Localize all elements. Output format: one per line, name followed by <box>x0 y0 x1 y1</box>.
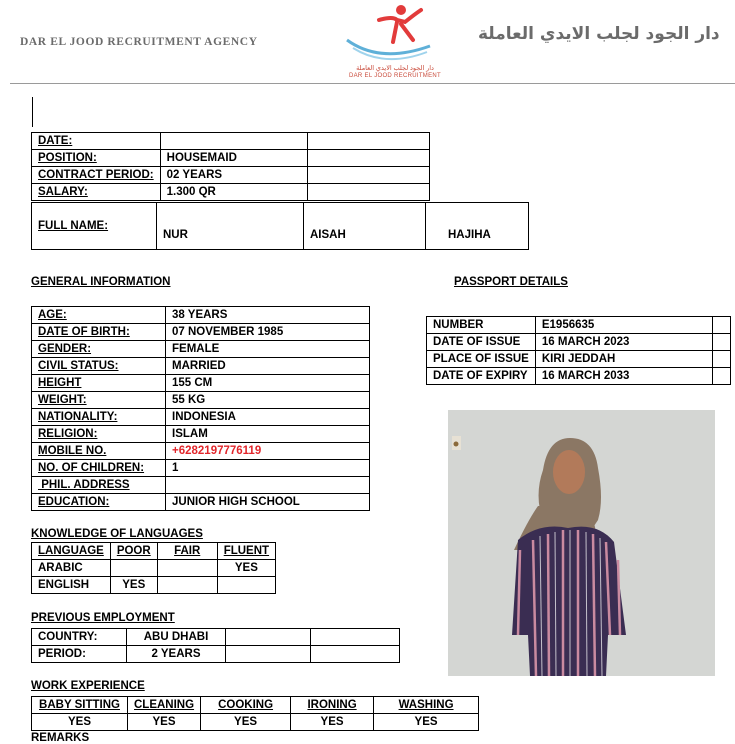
address-label: PHIL. ADDRESS <box>32 477 166 494</box>
religion-value: ISLAM <box>166 426 370 443</box>
issue-date-label: DATE OF ISSUE <box>427 334 536 351</box>
empty-cell <box>307 184 429 201</box>
cooking-value: YES <box>201 714 291 731</box>
weight-label: WEIGHT: <box>32 392 166 409</box>
civil-status-value: MARRIED <box>166 358 370 375</box>
education-value: JUNIOR HIGH SCHOOL <box>166 494 370 511</box>
work-experience-title: WORK EXPERIENCE <box>31 680 145 692</box>
general-info-title: GENERAL INFORMATION <box>31 276 171 288</box>
age-label: AGE: <box>32 307 166 324</box>
empty-cell <box>307 133 429 150</box>
empty-cell <box>226 629 311 646</box>
empty-cell <box>307 150 429 167</box>
weight-value: 55 KG <box>166 392 370 409</box>
empty-cell <box>712 317 730 334</box>
position-value: HOUSEMAID <box>160 150 307 167</box>
arabic-poor <box>110 560 157 577</box>
empty-cell <box>311 629 400 646</box>
logo-caption-english: DAR EL JOOD RECRUITMENT <box>348 73 442 79</box>
empty-cell <box>226 646 311 663</box>
name-first: NUR <box>157 203 304 250</box>
languages-title: KNOWLEDGE OF LANGUAGES <box>31 528 203 540</box>
salary-label: SALARY: <box>32 184 161 201</box>
fluent-header: FLUENT <box>217 543 275 560</box>
agency-name-arabic: دار الجود لجلب الايدي العاملة <box>478 24 720 44</box>
children-label: NO. OF CHILDREN: <box>32 460 166 477</box>
cleaning-value: YES <box>128 714 201 731</box>
previous-employment-title: PREVIOUS EMPLOYMENT <box>31 612 175 624</box>
education-label: EDUCATION: <box>32 494 166 511</box>
employment-table <box>31 628 400 663</box>
period-value: 2 YEARS <box>127 646 226 663</box>
expiry-date-value: 16 MARCH 2033 <box>535 368 712 385</box>
children-value: 1 <box>166 460 370 477</box>
language-header: LANGUAGE <box>32 543 111 560</box>
height-value: 155 CM <box>166 375 370 392</box>
date-label: DATE: <box>32 133 161 150</box>
poor-header: POOR <box>110 543 157 560</box>
general-info-table <box>31 306 370 511</box>
washing-value: YES <box>374 714 479 731</box>
mobile-value: +6282197776119 <box>166 443 370 460</box>
agency-name-english: DAR EL JOOD RECRUITMENT AGENCY <box>20 36 258 48</box>
full-name-label: FULL NAME: <box>32 203 157 250</box>
dob-label: DATE OF BIRTH: <box>32 324 166 341</box>
arabic-fair <box>157 560 217 577</box>
mobile-label: MOBILE NO. <box>32 443 166 460</box>
fair-header: FAIR <box>157 543 217 560</box>
height-label: HEIGHT <box>32 375 166 392</box>
name-last: HAJIHA <box>426 203 529 250</box>
passport-number-value: E1956635 <box>535 317 712 334</box>
remarks-label: REMARKS <box>31 732 90 744</box>
empty-cell <box>712 334 730 351</box>
contract-period-value: 02 YEARS <box>160 167 307 184</box>
header-divider <box>10 83 735 84</box>
cooking-header: COOKING <box>201 697 291 714</box>
passport-details-title: PASSPORT DETAILS <box>454 276 568 288</box>
work-experience-table <box>31 696 479 731</box>
english-fluent <box>217 577 275 594</box>
country-value: ABU DHABI <box>127 629 226 646</box>
language-arabic: ARABIC <box>32 560 111 577</box>
salary-value: 1.300 QR <box>160 184 307 201</box>
position-label: POSITION: <box>32 150 161 167</box>
washing-header: WASHING <box>374 697 479 714</box>
cleaning-header: CLEANING <box>128 697 201 714</box>
text-cursor <box>32 97 33 127</box>
country-label: COUNTRY: <box>32 629 127 646</box>
passport-table <box>426 316 731 385</box>
arabic-fluent: YES <box>217 560 275 577</box>
empty-cell <box>712 351 730 368</box>
nationality-value: INDONESIA <box>166 409 370 426</box>
empty-cell <box>311 646 400 663</box>
issue-place-label: PLACE OF ISSUE <box>427 351 536 368</box>
gender-label: GENDER: <box>32 341 166 358</box>
religion-label: RELIGION: <box>32 426 166 443</box>
ironing-value: YES <box>291 714 374 731</box>
baby-sitting-header: BABY SITTING <box>32 697 128 714</box>
top-info-table <box>31 132 430 201</box>
logo-caption-arabic: دار الجود لجلب الايدي العاملة <box>356 65 434 72</box>
contract-period-label: CONTRACT PERIOD: <box>32 167 161 184</box>
english-fair <box>157 577 217 594</box>
languages-table <box>31 542 276 594</box>
english-poor: YES <box>110 577 157 594</box>
applicant-photo <box>448 410 715 676</box>
ironing-header: IRONING <box>291 697 374 714</box>
issue-date-value: 16 MARCH 2023 <box>535 334 712 351</box>
name-middle: AISAH <box>304 203 426 250</box>
issue-place-value: KIRI JEDDAH <box>535 351 712 368</box>
date-value <box>160 133 307 150</box>
age-value: 38 YEARS <box>166 307 370 324</box>
period-label: PERIOD: <box>32 646 127 663</box>
dob-value: 07 NOVEMBER 1985 <box>166 324 370 341</box>
language-english: ENGLISH <box>32 577 111 594</box>
empty-cell <box>712 368 730 385</box>
gender-value: FEMALE <box>166 341 370 358</box>
person-photo-icon <box>448 410 715 676</box>
empty-cell <box>307 167 429 184</box>
expiry-date-label: DATE OF EXPIRY <box>427 368 536 385</box>
passport-number-label: NUMBER <box>427 317 536 334</box>
nationality-label: NATIONALITY: <box>32 409 166 426</box>
full-name-table <box>31 202 529 250</box>
baby-sitting-value: YES <box>32 714 128 731</box>
address-value <box>166 477 370 494</box>
civil-status-label: CIVIL STATUS: <box>32 358 166 375</box>
